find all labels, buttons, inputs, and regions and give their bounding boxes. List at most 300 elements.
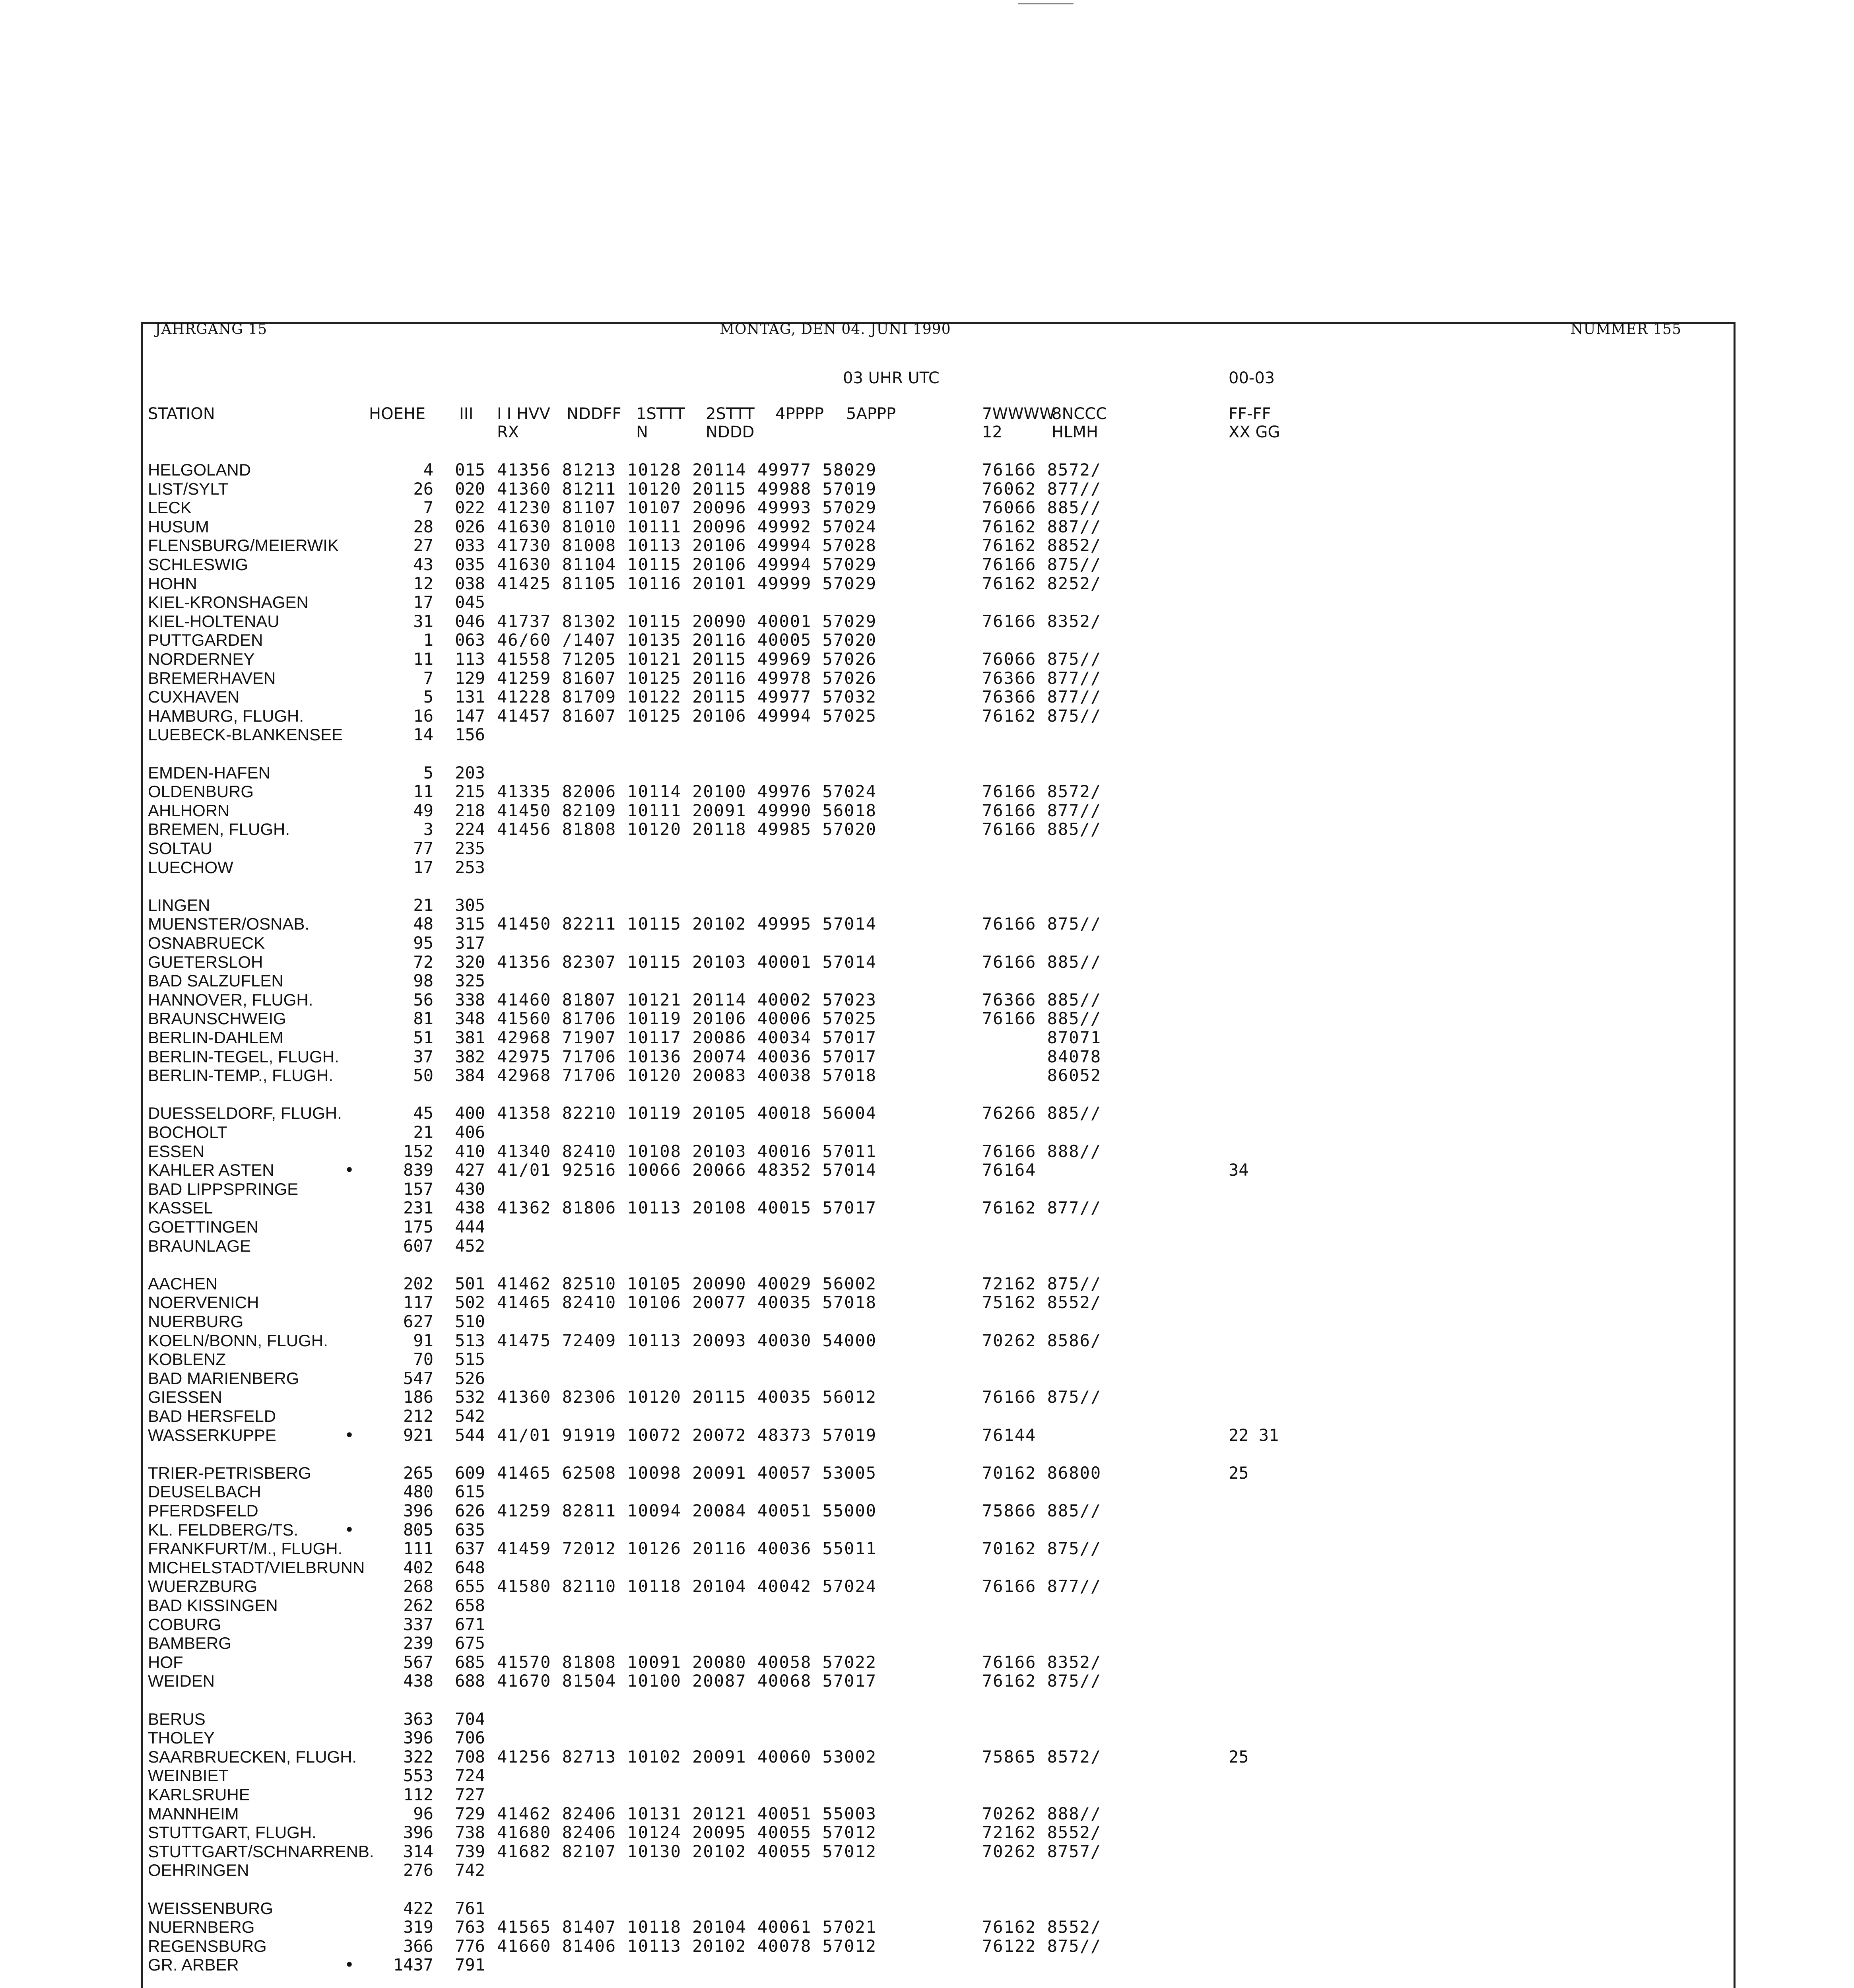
station-height: 607	[403, 1236, 433, 1256]
station-id: 609	[455, 1463, 485, 1483]
station-id: 215	[455, 782, 485, 801]
observation-groups: 41737 81302 10115 20090 40001 57029	[497, 612, 877, 631]
station-height: 231	[403, 1198, 433, 1217]
station-height: 111	[403, 1539, 433, 1558]
station-id: 501	[455, 1274, 485, 1293]
top-scan-mark	[1018, 3, 1074, 4]
table-row	[0, 914, 1854, 934]
col-header-station: STATION	[148, 405, 215, 423]
table-row	[0, 460, 1854, 480]
table-row	[0, 669, 1854, 688]
table-row	[0, 517, 1854, 536]
station-name: SOLTAU	[148, 839, 212, 858]
station-height: 7	[423, 498, 433, 517]
station-id: 315	[455, 914, 485, 934]
station-id: 658	[455, 1596, 485, 1615]
weather-groups: 70262 8586/	[982, 1331, 1102, 1350]
observation-groups: 41/01 92516 10066 20066 48352 57014	[497, 1160, 877, 1180]
station-id: 235	[455, 839, 485, 858]
observation-groups: 41730 81008 10113 20106 49994 57028	[497, 536, 877, 555]
station-name: TRIER-PETRISBERG	[148, 1464, 311, 1482]
station-height: 5	[423, 763, 433, 782]
weather-groups: 76066 885//	[982, 498, 1102, 517]
station-name: STUTTGART, FLUGH.	[148, 1823, 316, 1842]
table-row	[0, 820, 1854, 839]
station-id: 384	[455, 1066, 485, 1085]
station-id: 338	[455, 990, 485, 1010]
observation-groups: 41670 81504 10100 20087 40068 57017	[497, 1671, 877, 1691]
station-id: 382	[455, 1047, 485, 1066]
station-id: 320	[455, 952, 485, 972]
station-height: 12	[413, 574, 433, 593]
station-height: 4	[423, 460, 433, 480]
station-height: 11	[413, 782, 433, 801]
table-row	[0, 498, 1854, 517]
weather-groups: 76162 875//	[982, 1671, 1102, 1691]
station-height: 319	[403, 1917, 433, 1937]
station-name: BREMEN, FLUGH.	[148, 820, 290, 839]
observation-groups: 41630 81010 10111 20096 49992 57024	[497, 517, 877, 536]
station-id: 325	[455, 971, 485, 990]
station-name: LECK	[148, 498, 192, 517]
table-row	[0, 1766, 1854, 1785]
station-id: 763	[455, 1917, 485, 1937]
station-id: 063	[455, 630, 485, 650]
table-row	[0, 858, 1854, 877]
station-name: OLDENBURG	[148, 782, 254, 801]
observation-groups: 41228 81709 10122 20115 49977 57032	[497, 687, 877, 707]
station-id: 317	[455, 933, 485, 953]
station-height: 98	[413, 971, 433, 990]
observation-groups: 41475 72409 10113 20093 40030 54000	[497, 1331, 877, 1350]
table-row	[0, 480, 1854, 499]
observation-groups: 41560 81706 10119 20106 40006 57025	[497, 1009, 877, 1028]
station-name: BOCHOLT	[148, 1123, 227, 1142]
station-height: 11	[413, 649, 433, 669]
station-name: GIESSEN	[148, 1388, 222, 1406]
station-height: 480	[403, 1482, 433, 1501]
observation-groups: 41565 81407 10118 20104 40061 57021	[497, 1917, 877, 1937]
station-id: 510	[455, 1312, 485, 1331]
station-name: BRAUNLAGE	[148, 1237, 251, 1255]
weather-groups: 76164	[982, 1160, 1037, 1180]
station-id: 671	[455, 1615, 485, 1634]
station-id: 430	[455, 1179, 485, 1199]
station-id: 033	[455, 536, 485, 555]
station-height: 21	[413, 895, 433, 915]
station-name: REGENSBURG	[148, 1937, 267, 1955]
table-row	[0, 1237, 1854, 1256]
table-row	[0, 1426, 1854, 1445]
station-id: 791	[455, 1955, 485, 1974]
station-height: 363	[403, 1709, 433, 1729]
table-row	[0, 1558, 1854, 1577]
station-height: 95	[413, 933, 433, 953]
station-name: EMDEN-HAFEN	[148, 763, 271, 782]
table-row	[0, 1047, 1854, 1066]
station-id: 724	[455, 1766, 485, 1785]
weather-groups: 76366 877//	[982, 687, 1102, 707]
observation-groups: 41340 82410 10108 20103 40016 57011	[497, 1142, 877, 1161]
station-name: AACHEN	[148, 1274, 218, 1293]
station-height: 1437	[393, 1955, 433, 1974]
station-height: 81	[413, 1009, 433, 1028]
observation-groups: 41456 81808 10120 20118 49985 57020	[497, 819, 877, 839]
station-id: 253	[455, 858, 485, 877]
station-name: WEISSENBURG	[148, 1899, 274, 1918]
weather-groups: 76122 875//	[982, 1936, 1102, 1956]
station-name: BERLIN-DAHLEM	[148, 1028, 283, 1047]
observation-groups: 41230 81107 10107 20096 49993 57029	[497, 498, 877, 517]
station-height: 438	[403, 1671, 433, 1691]
observation-groups: 42968 71706 10120 20083 40038 57018	[497, 1066, 877, 1085]
station-id: 526	[455, 1369, 485, 1388]
station-name: BAMBERG	[148, 1634, 232, 1652]
weather-groups: 76166 8352/	[982, 1652, 1102, 1672]
station-name: HANNOVER, FLUGH.	[148, 990, 313, 1009]
station-id: 704	[455, 1709, 485, 1729]
weather-groups: 76162 8852/	[982, 536, 1102, 555]
station-id: 688	[455, 1671, 485, 1691]
station-height: 14	[413, 725, 433, 744]
station-height: 186	[403, 1387, 433, 1407]
station-id: 635	[455, 1520, 485, 1540]
weather-groups: 76366 877//	[982, 668, 1102, 688]
station-name: PFERDSFELD	[148, 1501, 258, 1520]
weather-groups: 76166 877//	[982, 801, 1102, 820]
table-row	[0, 1861, 1854, 1880]
weather-groups: 76166 885//	[982, 1009, 1102, 1028]
station-id: 727	[455, 1785, 485, 1804]
station-name: KIEL-KRONSHAGEN	[148, 593, 309, 612]
station-height: 7	[423, 668, 433, 688]
station-id: 022	[455, 498, 485, 517]
table-row	[0, 1369, 1854, 1388]
table-row	[0, 1634, 1854, 1653]
station-name: LIST/SYLT	[148, 480, 229, 498]
observation-groups: 41450 82211 10115 20102 49995 57014	[497, 914, 877, 934]
station-name: HOHN	[148, 574, 197, 593]
observation-groups: 46/60 /1407 10135 20116 40005 57020	[497, 630, 877, 650]
station-height: 553	[403, 1766, 433, 1785]
table-row	[0, 631, 1854, 650]
observation-groups: 41259 81607 10125 20116 49978 57026	[497, 668, 877, 688]
station-id: 542	[455, 1406, 485, 1426]
station-height: 152	[403, 1142, 433, 1161]
station-height: 547	[403, 1369, 433, 1388]
weather-groups: 76166 885//	[982, 819, 1102, 839]
col-header-iii: III	[459, 405, 474, 423]
table-row	[0, 1312, 1854, 1331]
station-id: 046	[455, 612, 485, 631]
table-row	[0, 1728, 1854, 1747]
table-row	[0, 1937, 1854, 1956]
table-row	[0, 763, 1854, 782]
station-name: HELGOLAND	[148, 460, 251, 479]
station-name: NUERNBERG	[148, 1918, 255, 1936]
observation-groups: 41335 82006 10114 20100 49976 57024	[497, 782, 877, 801]
gust-groups: 22 31	[1229, 1425, 1279, 1445]
station-name: THOLEY	[148, 1728, 215, 1747]
station-height: 276	[403, 1860, 433, 1880]
station-name: KARLSRUHE	[148, 1785, 250, 1804]
table-row	[0, 1615, 1854, 1634]
station-name: BAD MARIENBERG	[148, 1369, 299, 1388]
station-name: BAD LIPPSPRINGE	[148, 1180, 299, 1198]
station-id: 532	[455, 1387, 485, 1407]
station-name: BERLIN-TEMP., FLUGH.	[148, 1066, 333, 1085]
station-name: NUERBURG	[148, 1312, 244, 1331]
station-id: 147	[455, 706, 485, 726]
table-row	[0, 687, 1854, 707]
station-name: AHLHORN	[148, 801, 230, 820]
weather-groups: 76166 8572/	[982, 782, 1102, 801]
station-id: 406	[455, 1122, 485, 1142]
station-id: 305	[455, 895, 485, 915]
station-height: 50	[413, 1066, 433, 1085]
col-header-group6: 5APPP	[846, 405, 896, 423]
col-header-group4: 2STTT NDDD	[706, 405, 755, 441]
table-row	[0, 953, 1854, 972]
table-row	[0, 1388, 1854, 1407]
weather-groups: 76162 8252/	[982, 574, 1102, 593]
station-id: 708	[455, 1747, 485, 1767]
col-header-group5: 4PPPP	[775, 405, 824, 423]
table-row	[0, 1066, 1854, 1085]
weather-groups: 86052	[982, 1066, 1102, 1085]
weather-groups: 76162 875//	[982, 706, 1102, 726]
observation-groups: 41356 81213 10128 20114 49977 58029	[497, 460, 877, 480]
table-row	[0, 650, 1854, 669]
mountain-station-marker: •	[344, 1425, 355, 1445]
station-id: 544	[455, 1425, 485, 1445]
table-row	[0, 1501, 1854, 1520]
station-name: LUEBECK-BLANKENSEE	[148, 725, 343, 744]
observation-groups: 41558 71205 10121 20115 49969 57026	[497, 649, 877, 669]
station-id: 020	[455, 479, 485, 499]
weather-groups: 76166 8572/	[982, 460, 1102, 480]
observation-groups: 41682 82107 10130 20102 40055 57012	[497, 1842, 877, 1861]
table-row	[0, 1464, 1854, 1483]
observation-groups: 42968 71907 10117 20086 40034 57017	[497, 1028, 877, 1047]
col-header-group2: NDDFF	[567, 405, 621, 423]
station-height: 28	[413, 517, 433, 536]
observation-groups: 42975 71706 10136 20074 40036 57017	[497, 1047, 877, 1066]
observation-groups: 41356 82307 10115 20103 40001 57014	[497, 952, 877, 972]
table-row	[0, 1955, 1854, 1974]
station-id: 675	[455, 1633, 485, 1653]
weather-groups: 76162 8552/	[982, 1917, 1102, 1937]
table-row	[0, 1747, 1854, 1767]
station-name: SCHLESWIG	[148, 555, 248, 574]
table-row	[0, 1710, 1854, 1729]
station-name: MANNHEIM	[148, 1804, 239, 1823]
station-height: 77	[413, 839, 433, 858]
table-row	[0, 1539, 1854, 1558]
station-height: 26	[413, 479, 433, 499]
station-id: 045	[455, 592, 485, 612]
station-id: 685	[455, 1652, 485, 1672]
station-height: 422	[403, 1899, 433, 1918]
table-row	[0, 1028, 1854, 1047]
observation-groups: 41358 82210 10119 20105 40018 56004	[497, 1103, 877, 1123]
station-height: 48	[413, 914, 433, 934]
weather-groups: 76366 885//	[982, 990, 1102, 1010]
station-id: 742	[455, 1860, 485, 1880]
weather-groups: 76166 888//	[982, 1142, 1102, 1161]
table-row	[0, 1274, 1854, 1293]
table-row	[0, 1331, 1854, 1350]
station-height: 70	[413, 1349, 433, 1369]
observation-groups: 41457 81607 10125 20106 49994 57025	[497, 706, 877, 726]
station-id: 035	[455, 555, 485, 574]
table-row	[0, 1823, 1854, 1842]
observation-groups: 41660 81406 10113 20102 40078 57012	[497, 1936, 877, 1956]
time-label-right: 00-03	[1229, 369, 1275, 387]
station-height: 202	[403, 1274, 433, 1293]
station-id: 400	[455, 1103, 485, 1123]
table-row	[0, 1198, 1854, 1217]
table-row	[0, 1217, 1854, 1237]
station-height: 212	[403, 1406, 433, 1426]
station-height: 314	[403, 1842, 433, 1861]
station-height: 37	[413, 1047, 433, 1066]
header-jahrgang: JAHRGANG 15	[155, 321, 268, 338]
table-row	[0, 707, 1854, 726]
station-id: 156	[455, 725, 485, 744]
station-name: STUTTGART/SCHNARRENB.	[148, 1842, 374, 1861]
col-header-group7: 7WWWW 12	[982, 405, 1055, 441]
table-row	[0, 1350, 1854, 1369]
station-name: GR. ARBER	[148, 1955, 239, 1974]
station-name: BAD HERSFELD	[148, 1407, 276, 1425]
station-height: 72	[413, 952, 433, 972]
station-id: 626	[455, 1501, 485, 1520]
station-height: 17	[413, 858, 433, 877]
station-id: 739	[455, 1842, 485, 1861]
table-row	[0, 1407, 1854, 1426]
station-name: HAMBURG, FLUGH.	[148, 707, 304, 725]
station-name: KIEL-HOLTENAU	[148, 612, 280, 631]
station-height: 805	[403, 1520, 433, 1540]
weather-groups: 72162 8552/	[982, 1823, 1102, 1842]
station-name: SAARBRUECKEN, FLUGH.	[148, 1747, 357, 1766]
weather-groups: 87071	[982, 1028, 1102, 1047]
station-name: HUSUM	[148, 517, 209, 536]
observation-groups: 41462 82406 10131 20121 40051 55003	[497, 1804, 877, 1823]
weather-groups: 75162 8552/	[982, 1293, 1102, 1312]
weather-groups: 84078	[982, 1047, 1102, 1066]
station-height: 268	[403, 1576, 433, 1596]
station-name: BRAUNSCHWEIG	[148, 1009, 286, 1028]
station-name: NORDERNEY	[148, 650, 255, 668]
table-row	[0, 782, 1854, 801]
table-row	[0, 1180, 1854, 1199]
col-header-group3: 1STTT N	[636, 405, 685, 441]
table-row	[0, 1785, 1854, 1804]
station-id: 203	[455, 763, 485, 782]
station-name: FLENSBURG/MEIERWIK	[148, 536, 339, 555]
observation-groups: 41425 81105 10116 20101 49999 57029	[497, 574, 877, 593]
station-name: COBURG	[148, 1615, 221, 1634]
station-height: 157	[403, 1179, 433, 1199]
observation-groups: 41630 81104 10115 20106 49994 57029	[497, 555, 877, 574]
gust-groups: 25	[1229, 1747, 1249, 1767]
station-id: 761	[455, 1899, 485, 1918]
station-height: 27	[413, 536, 433, 555]
table-row	[0, 1804, 1854, 1823]
station-name: BERLIN-TEGEL, FLUGH.	[148, 1047, 339, 1066]
gust-groups: 34	[1229, 1160, 1249, 1180]
station-id: 381	[455, 1028, 485, 1047]
station-id: 038	[455, 574, 485, 593]
station-id: 502	[455, 1293, 485, 1312]
table-row	[0, 1672, 1854, 1691]
station-name: KL. FELDBERG/TS.	[148, 1520, 299, 1539]
weather-groups: 76162 887//	[982, 517, 1102, 536]
station-id: 637	[455, 1539, 485, 1558]
station-name: WEIDEN	[148, 1672, 215, 1690]
weather-groups: 75865 8572/	[982, 1747, 1102, 1767]
observation-groups: 41450 82109 10111 20091 49990 56018	[497, 801, 877, 820]
station-height: 396	[403, 1728, 433, 1747]
observation-groups: 41570 81808 10091 20080 40058 57022	[497, 1652, 877, 1672]
observation-groups: 41460 81807 10121 20114 40002 57023	[497, 990, 877, 1010]
col-header-group9: FF-FF XX GG	[1229, 405, 1280, 441]
table-row	[0, 839, 1854, 858]
weather-groups: 72162 875//	[982, 1274, 1102, 1293]
station-id: 513	[455, 1331, 485, 1350]
station-id: 427	[455, 1160, 485, 1180]
station-id: 026	[455, 517, 485, 536]
weather-groups: 70162 86800	[982, 1463, 1102, 1483]
station-height: 366	[403, 1936, 433, 1956]
weather-groups: 70162 875//	[982, 1539, 1102, 1558]
station-name: MICHELSTADT/VIELBRUNN	[148, 1558, 365, 1577]
station-height: 21	[413, 1122, 433, 1142]
observation-groups: 41362 81806 10113 20108 40015 57017	[497, 1198, 877, 1217]
station-id: 515	[455, 1349, 485, 1369]
station-name: CUXHAVEN	[148, 687, 240, 706]
station-id: 776	[455, 1936, 485, 1956]
table-row	[0, 1577, 1854, 1596]
mountain-station-marker: •	[344, 1520, 355, 1540]
station-height: 265	[403, 1463, 433, 1483]
station-height: 839	[403, 1160, 433, 1180]
weather-groups: 76066 875//	[982, 649, 1102, 669]
station-id: 452	[455, 1236, 485, 1256]
station-name: NOERVENICH	[148, 1293, 259, 1312]
table-row	[0, 1123, 1854, 1142]
station-name: KAHLER ASTEN	[148, 1161, 274, 1179]
station-height: 96	[413, 1804, 433, 1823]
station-height: 56	[413, 990, 433, 1010]
weather-groups: 76062 877//	[982, 479, 1102, 499]
station-height: 175	[403, 1217, 433, 1237]
observation-groups: 41465 82410 10106 20077 40035 57018	[497, 1293, 877, 1312]
mountain-station-marker: •	[344, 1955, 355, 1974]
station-height: 239	[403, 1633, 433, 1653]
station-id: 015	[455, 460, 485, 480]
station-name: FRANKFURT/M., FLUGH.	[148, 1539, 343, 1558]
table-row	[0, 725, 1854, 744]
weather-groups: 76166 8352/	[982, 612, 1102, 631]
station-height: 396	[403, 1823, 433, 1842]
station-name: GUETERSLOH	[148, 953, 263, 971]
station-name: OSNABRUECK	[148, 934, 265, 952]
table-row	[0, 1899, 1854, 1918]
observation-groups: 41462 82510 10105 20090 40029 56002	[497, 1274, 877, 1293]
